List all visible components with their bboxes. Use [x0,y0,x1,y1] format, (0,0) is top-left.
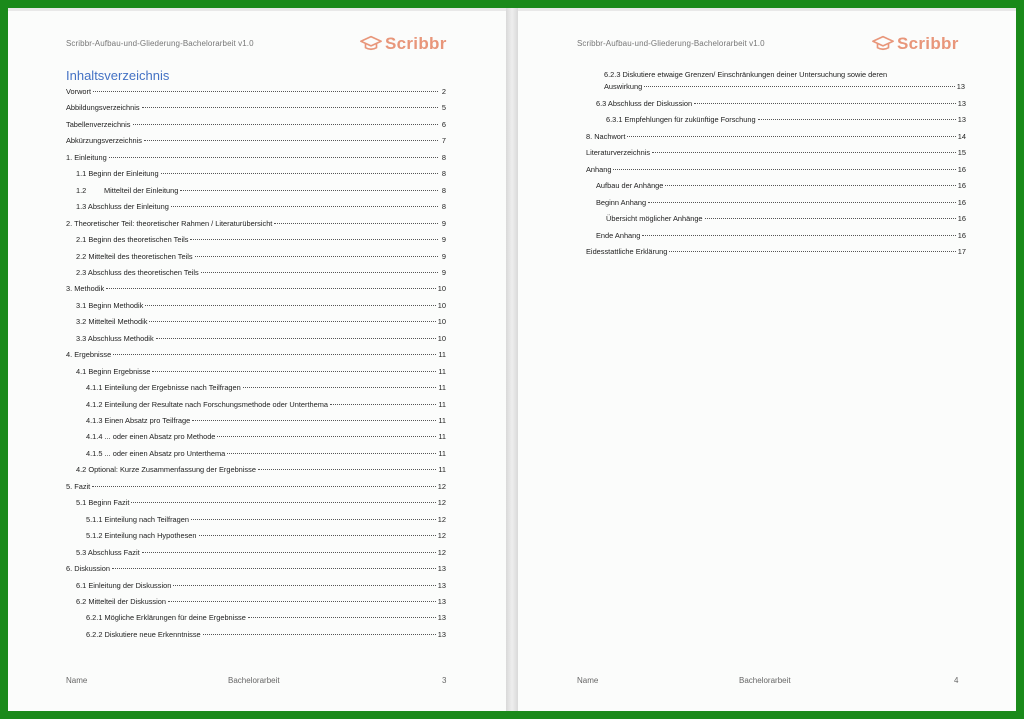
toc-leader-dots [149,321,435,322]
toc-entry-label: Ende Anhang [596,230,641,240]
toc-leader-dots [199,535,436,536]
toc-entry-label: 4.1 Beginn Ergebnisse [76,366,151,376]
footer-center: Bachelorarbeit [228,676,280,685]
toc-entry-page: 9 [441,251,446,261]
toc-entry[interactable] [86,432,446,444]
toc-entry[interactable] [86,383,446,395]
toc-entry-label: 5. Fazit [66,481,91,491]
toc-entry-page: 13 [437,629,446,639]
toc-entry-label: 8. Nachwort [586,131,626,141]
toc-entry-page: 11 [438,399,446,409]
toc-entry[interactable] [76,301,446,313]
toc-entry-page: 13 [437,564,446,574]
toc-entry[interactable] [66,219,446,231]
toc-leader-dots [93,91,438,92]
toc-entry-label: 4.1.2 Einteilung der Resultate nach Forschungsmethode oder Unterthema [86,399,328,409]
toc-leader-dots [92,486,436,487]
toc-entry-continued[interactable] [604,68,887,81]
toc-entry-page: 17 [957,247,966,257]
toc-entry[interactable] [66,350,446,362]
toc-entry[interactable] [86,449,446,461]
header-title: Scribbr-Aufbau-und-Gliederung-Bachelorarbeit v1.0 [577,39,765,48]
toc-entry-label: 2.3 Abschluss des theoretischen Teils [76,267,199,277]
toc-entry[interactable] [76,268,446,280]
toc-entry[interactable] [586,132,966,144]
toc-leader-dots [173,585,435,586]
toc-entry-page: 16 [957,197,966,207]
toc-entry-page: 8 [441,152,446,162]
toc-entry-page: 13 [437,596,446,606]
toc-leader-dots [106,288,436,289]
toc-entry[interactable] [66,87,446,99]
toc-entry-label: 3.3 Abschluss Methodik [76,333,154,343]
toc-leader-dots [758,119,956,120]
toc-entry-label: 5.3 Abschluss Fazit [76,547,140,557]
toc-entry[interactable] [66,564,446,576]
toc-entry-label: 3.2 Mittelteil Methodik [76,317,148,327]
toc-leader-dots [243,387,437,388]
toc-entry-label: Auswirkung [604,82,643,91]
toc-entry[interactable] [66,284,446,296]
toc-entry-label: Anhang [586,164,612,174]
toc-entry-label: 1.3 Abschluss der Einleitung [76,202,169,212]
toc-entry-label: 1. Einleitung [66,152,107,162]
toc-entry-label: Aufbau der Anhänge [596,181,664,191]
toc-leader-dots [644,86,955,87]
toc-entry-label: Vorwort [66,87,92,96]
header-title: Scribbr-Aufbau-und-Gliederung-Bachelorarbeit v1.0 [66,39,254,48]
toc-leader-dots [142,107,438,108]
toc-entry[interactable] [86,531,446,543]
toc-entry[interactable] [76,252,446,264]
toc-entry-page: 13 [957,115,966,125]
toc-entry[interactable] [76,235,446,247]
toc-entry-page: 11 [438,465,446,475]
toc-entry-label: 6.3.1 Empfehlungen für zukünftige Forschung [606,115,756,125]
toc-entry[interactable] [596,181,966,193]
toc-entry-label: 6. Diskussion [66,564,110,574]
toc-entry[interactable] [596,99,966,111]
toc-leader-dots [131,502,435,503]
toc-leader-dots [705,218,956,219]
toc-leader-dots [180,190,438,191]
toc-entry-page: 11 [438,416,446,425]
toc-entry[interactable] [76,169,446,181]
toc-entry-page: 16 [957,181,966,191]
toc-entry-page: 13 [437,580,446,590]
toc-entry-page: 9 [441,218,446,228]
toc-entry[interactable] [76,465,446,477]
toc-entry-page: 13 [956,82,965,91]
toc-entry-label: Tabellenverzeichnis [66,119,131,129]
toc-entry[interactable] [76,317,446,329]
toc-entry-page: 6 [441,119,446,129]
toc-entry[interactable] [596,231,966,243]
toc-leader-dots [203,634,436,635]
toc-entry-page: 8 [441,202,446,212]
toc-leader-dots [227,453,436,454]
toc-leader-dots [258,469,436,470]
toc-entry-label: 6.2.2 Diskutiere neue Erkenntnisse [86,629,201,639]
toc-leader-dots [145,305,435,306]
toc-entry-page: 9 [441,267,446,277]
toc-entry-page: 7 [441,136,446,146]
scribbr-logo [360,33,447,55]
toc-entry-page: 16 [957,230,966,240]
toc-entry-label: Beginn Anhang [596,197,647,207]
toc-entry-label: Abbildungsverzeichnis [66,103,140,113]
footer-page-number: 3 [442,676,447,685]
toc-entry-label: 6.2 Mittelteil der Diskussion [76,596,166,606]
toc-entry-label: 3.1 Beginn Methodik [76,300,144,310]
toc-entry-label: 5.1.2 Einteilung nach Hypothesen [86,531,197,541]
toc-entry-label [76,186,178,195]
toc-entry-label: 6.3 Abschluss der Diskussion [596,99,693,108]
toc-leader-dots [142,552,436,553]
toc-entry-page: 8 [441,185,446,195]
toc-entry[interactable] [586,247,966,259]
footer-center: Bachelorarbeit [739,676,791,685]
toc-entry-label: Abkürzungsverzeichnis [66,136,142,146]
toc-entry[interactable] [66,153,446,165]
toc-entry-label: 4.1.1 Einteilung der Ergebnisse nach Teilfragen [86,383,241,393]
toc-entry-label: 6.2.3 Diskutiere etwaige Grenzen/ Einschränkungen deiner Untersuchung sowie deren [604,70,888,79]
toc-entry[interactable] [86,400,446,412]
toc-entry-page: 10 [437,333,446,343]
toc-entry-label: 3. Methodik [66,284,105,294]
logo-text: Scribbr [897,34,959,53]
graduation-cap-icon [360,33,382,55]
toc-leader-dots [274,223,438,224]
toc-entry-label: 1.1 Beginn der Einleitung [76,169,159,179]
toc-entry-page: 10 [437,317,446,327]
toc-entry-page: 11 [438,350,446,360]
toc-entry[interactable] [66,482,446,494]
toc-entry-label: 4.1.5 ... oder einen Absatz pro Unterthema [86,448,226,458]
toc-leader-dots [109,157,438,158]
page-3 [8,11,506,711]
toc-entry-page: 11 [438,383,446,393]
toc-entry[interactable] [76,597,446,609]
footer-page-number: 4 [954,676,959,685]
toc-entry-page: 13 [957,99,966,108]
toc-entry-text: Mittelteil der Einleitung [104,185,179,195]
toc-entry-label: Literaturverzeichnis [586,148,651,158]
toc-entry-label: 4.1.4 ... oder einen Absatz pro Methode [86,432,216,442]
toc-entry-page: 11 [438,448,446,458]
toc-entry[interactable] [86,515,446,527]
toc-entry-label: 4.1.3 Einen Absatz pro Teilfrage [86,416,191,425]
toc-entry-label: Eidesstattliche Erklärung [586,247,668,257]
toc-entry-label: 6.2.1 Mögliche Erklärungen für deine Ergebnisse [86,613,246,623]
toc-entry-page: 12 [437,481,446,491]
toc-entry-page: 10 [437,284,446,294]
toc-entry[interactable] [76,367,446,379]
toc-entry-page: 11 [438,366,446,376]
toc-leader-dots [144,140,438,141]
toc-entry[interactable] [86,613,446,625]
toc-entry[interactable] [76,334,446,346]
toc-entry[interactable] [86,416,446,428]
toc-leader-dots [133,124,439,125]
toc-entry-page: 12 [437,547,446,557]
toc-leader-dots [152,371,436,372]
toc-leader-dots [642,235,955,236]
toc-leader-dots [113,354,436,355]
toc-entry[interactable] [596,198,966,210]
toc-entry-label: 2.1 Beginn des theoretischen Teils [76,235,189,245]
toc-leader-dots [192,420,436,421]
toc-entry-label: 4.2 Optional: Kurze Zusammenfassung der Ergebnisse [76,465,256,475]
toc-entry-page: 13 [437,613,446,623]
toc-entry[interactable] [76,498,446,510]
toc-leader-dots [168,601,436,602]
toc-leader-dots [171,206,438,207]
toc-entry-page: 8 [441,169,446,179]
toc-entry-page: 10 [437,300,446,310]
toc-entry-page: 16 [957,214,966,224]
toc-entry[interactable] [76,186,446,198]
toc-entry[interactable] [76,548,446,560]
toc-entry-label: 6.1 Einleitung der Diskussion [76,580,172,590]
toc-entry-label: 5.1.1 Einteilung nach Teilfragen [86,514,189,524]
toc-leader-dots [195,256,438,257]
toc-leader-dots [669,251,955,252]
toc-entry-page: 16 [957,164,966,174]
toc-entry-continued-line2[interactable] [604,82,965,94]
toc-leader-dots [156,338,436,339]
logo-text: Scribbr [385,34,447,53]
toc-leader-dots [191,519,436,520]
toc-entry-page: 12 [437,514,446,524]
toc-leader-dots [201,272,438,273]
toc-entry-label: 2. Theoretischer Teil: theoretischer Rahmen / Literaturübersicht [66,218,273,228]
toc-entry-number: 1.2 [76,185,87,195]
toc-entry[interactable] [66,103,446,115]
toc-leader-dots [112,568,436,569]
toc-leader-dots [694,103,956,104]
document-viewer [8,8,1016,711]
toc-entry[interactable] [86,630,446,642]
toc-leader-dots [648,202,956,203]
toc-leader-dots [613,169,955,170]
toc-entry-page: 11 [438,432,446,442]
toc-entry[interactable] [586,165,966,177]
toc-leader-dots [190,239,438,240]
toc-entry-label: 4. Ergebnisse [66,350,112,360]
toc-entry[interactable] [586,148,966,160]
toc-entry-page: 12 [437,498,446,508]
toc-entry[interactable] [76,581,446,593]
toc-entry-label: 5.1 Beginn Fazit [76,498,130,508]
page-4 [518,11,1016,711]
toc-entry[interactable] [66,136,446,148]
toc-entry-page: 15 [957,148,966,158]
toc-entry[interactable] [66,120,446,132]
toc-leader-dots [627,136,955,137]
footer-name: Name [577,676,599,685]
toc-entry-label: Übersicht möglicher Anhänge [606,214,703,224]
toc-entry-page: 14 [957,131,966,141]
page-gutter [506,8,518,711]
toc-heading: Inhaltsverzeichnis [66,68,170,83]
toc-leader-dots [161,173,438,174]
toc-leader-dots [330,404,436,405]
footer-name: Name [66,676,88,685]
toc-entry[interactable] [606,214,966,226]
toc-entry-label: 2.2 Mittelteil des theoretischen Teils [76,251,193,261]
toc-leader-dots [665,185,955,186]
toc-entry-page: 12 [437,531,446,541]
scribbr-logo [872,33,959,55]
toc-leader-dots [217,436,436,437]
toc-entry[interactable] [606,115,966,127]
toc-leader-dots [248,617,436,618]
toc-entry[interactable] [76,202,446,214]
graduation-cap-icon [872,33,894,55]
toc-entry-page: 5 [441,103,446,113]
toc-entry-page: 2 [441,87,446,96]
toc-entry-page: 9 [441,235,446,245]
toc-leader-dots [652,152,956,153]
